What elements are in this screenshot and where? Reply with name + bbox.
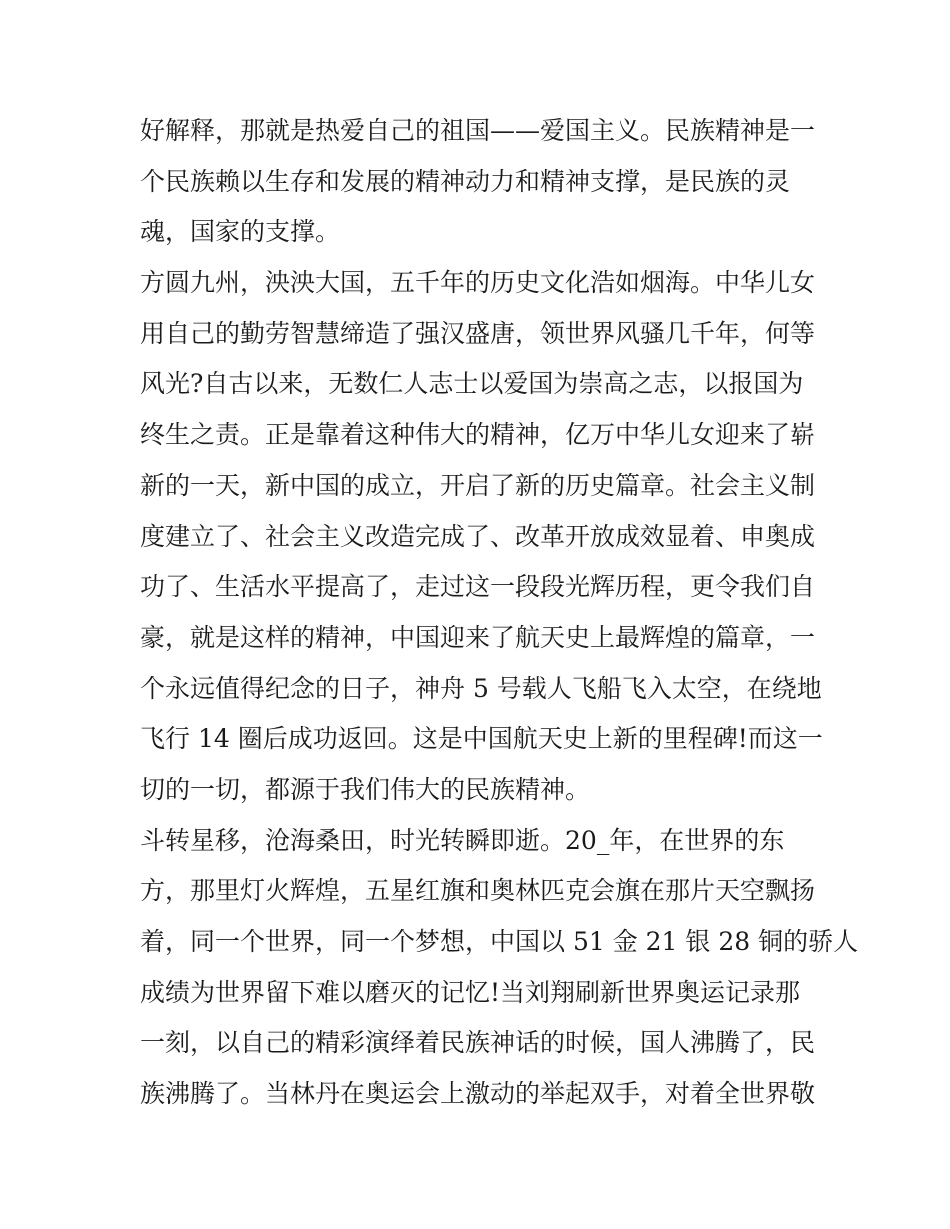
text-line: 着，同一个世界，同一个梦想，中国以 51 金 21 银 28 铜的骄人	[140, 927, 859, 956]
text-line: 新的一天，新中国的成立，开启了新的历史篇章。社会主义制	[140, 470, 816, 500]
text-line: 功了、生活水平提高了，走过这一段段光辉历程，更令我们自	[140, 572, 816, 602]
text-line: 方圆九州，泱泱大国，五千年的历史文化浩如烟海。中华儿女	[140, 268, 816, 298]
text-line: 个永远值得纪念的日子，神舟 5 号载人飞船飞入太空，在绕地	[140, 673, 822, 703]
text-line: 终生之责。正是靠着这种伟大的精神，亿万中华儿女迎来了崭	[140, 420, 816, 450]
text-line: 切的一切，都源于我们伟大的民族精神。	[140, 774, 591, 804]
text-line: 豪，就是这样的精神，中国迎来了航天史上最辉煌的篇章，一	[140, 622, 816, 652]
text-line: 度建立了、社会主义改造完成了、改革开放成效显着、申奥成	[140, 521, 816, 551]
text-line: 飞行 14 圈后成功返回。这是中国航天史上新的里程碑!而这一	[140, 724, 823, 754]
text-line: 斗转星移，沧海桑田，时光转瞬即逝。20_年，在世界的东	[140, 825, 785, 855]
text-line: 风光?自古以来，无数仁人志士以爱国为崇高之志，以报国为	[140, 369, 804, 399]
text-line: 方，那里灯火辉煌，五星红旗和奥林匹克会旗在那片天空飘扬	[140, 876, 816, 906]
text-line: 个民族赖以生存和发展的精神动力和精神支撑，是民族的灵	[140, 166, 791, 196]
text-line: 用自己的勤劳智慧缔造了强汉盛唐，领世界风骚几千年，何等	[140, 318, 816, 348]
body-text	[140, 106, 859, 1120]
text-line: 成绩为世界留下难以磨灭的记忆!当刘翔刷新世界奥运记录那	[140, 977, 801, 1007]
text-line: 一刻，以自己的精彩演绎着民族神话的时候，国人沸腾了，民	[140, 1028, 816, 1058]
text-line: 好解释，那就是热爱自己的祖国——爱国主义。民族精神是一	[140, 116, 816, 145]
text-line: 魂，国家的支撑。	[140, 217, 341, 247]
text-line: 族沸腾了。当林丹在奥运会上激动的举起双手，对着全世界敬	[140, 1079, 816, 1109]
